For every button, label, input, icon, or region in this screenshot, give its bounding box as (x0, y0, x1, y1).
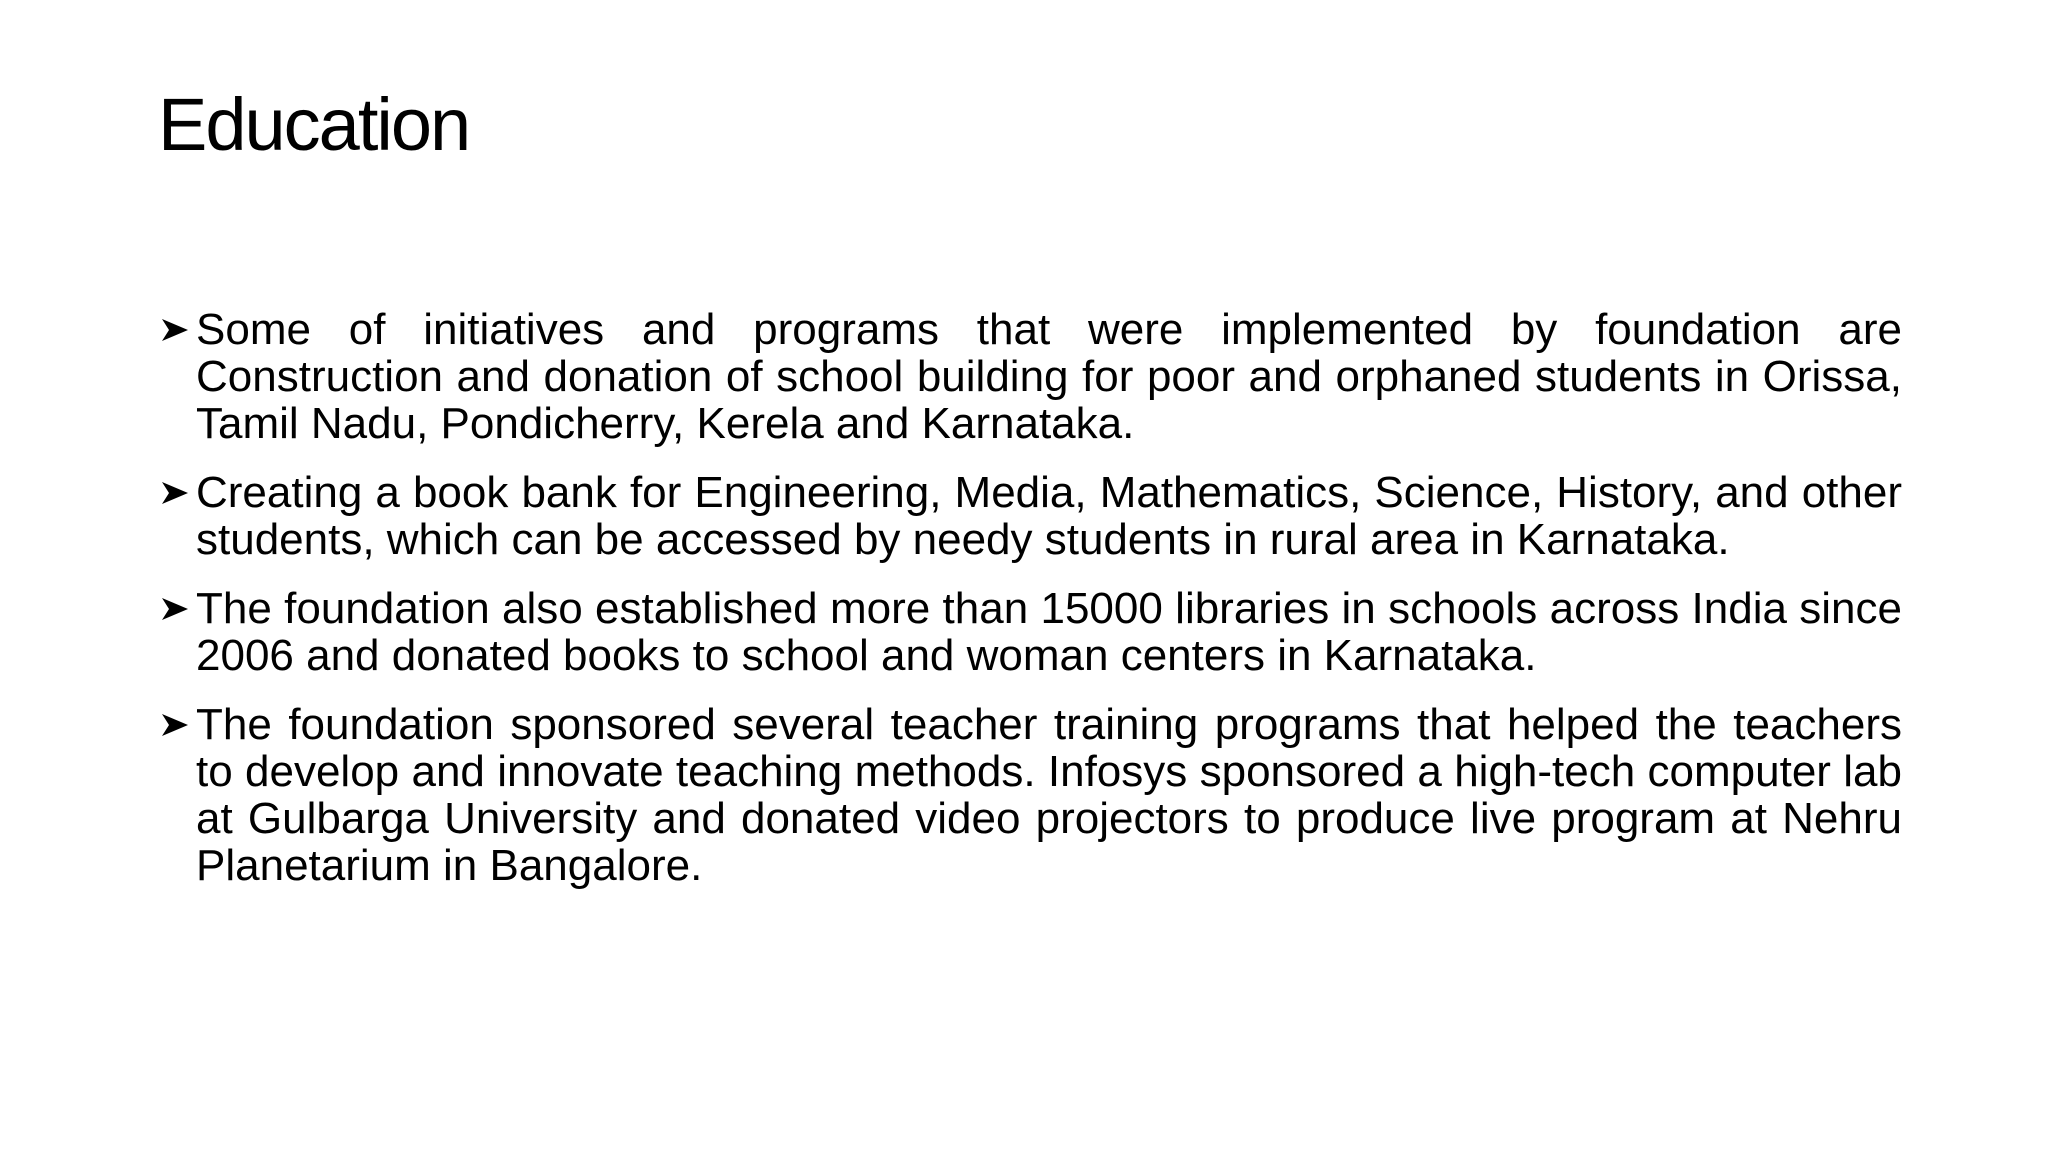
bullet-text: Creating a book bank for Engineering, Media, Mathematics, Science, History, and other students, which can be accessed by needy students in rural area in Karnataka. (196, 468, 1902, 564)
arrowhead-bullet-icon (158, 701, 196, 748)
bullet-item (158, 585, 1902, 679)
arrowhead-bullet-icon (158, 585, 196, 632)
bullet-item (158, 701, 1902, 889)
arrowhead-bullet-icon (158, 306, 196, 353)
arrowhead-bullet-icon (158, 469, 196, 516)
bullet-text: Some of initiatives and programs that were implemented by foundation are Construction and donation of school building for poor and orphaned students in Orissa, Tamil Nadu, Pondicherry, Kerela and Karnataka. (196, 305, 1902, 448)
bullet-item (158, 306, 1902, 447)
bullet-list (158, 306, 1902, 911)
bullet-item (158, 469, 1902, 563)
bullet-text: The foundation also established more than 15000 libraries in schools across India since 2006 and donated books to school and woman centers in Karnataka. (196, 584, 1902, 680)
bullet-text: The foundation sponsored several teacher training programs that helped the teachers to develop and innovate teaching methods. Infosys sponsored a high-tech computer lab at Gulbarga University and donated video projectors to produce live program at Nehru Planetarium in Bangalore. (196, 700, 1902, 890)
slide-title: Education (158, 83, 470, 166)
